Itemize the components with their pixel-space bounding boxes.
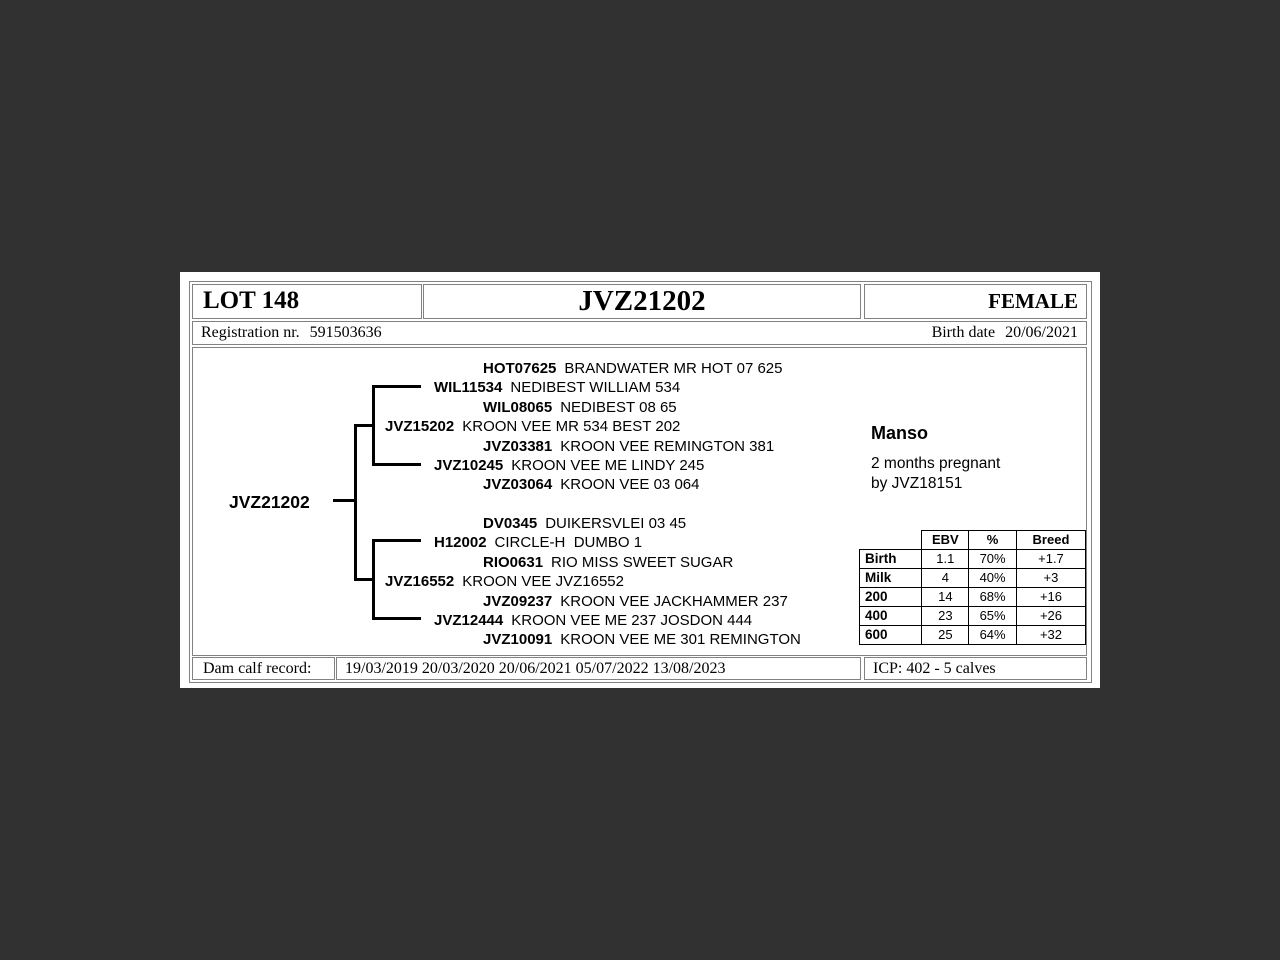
animal-id: WIL11534 bbox=[434, 379, 503, 396]
breed-avg-value: +32 bbox=[1016, 626, 1085, 645]
ebv-value: 23 bbox=[922, 607, 969, 626]
pedigree-row bbox=[483, 630, 801, 649]
pregnancy-sire: by JVZ18151 bbox=[871, 475, 963, 492]
animal-name: KROON VEE JVZ16552 bbox=[462, 573, 624, 590]
ebv-header-ebv: EBV bbox=[922, 531, 969, 550]
pedigree-row bbox=[385, 572, 624, 591]
animal-id: JVZ10091 bbox=[483, 631, 553, 648]
ebv-table bbox=[859, 530, 1086, 645]
ebv-header-row bbox=[860, 531, 1086, 550]
animal-name: DUIKERSVLEI 03 45 bbox=[545, 515, 687, 532]
ebv-row bbox=[860, 588, 1086, 607]
pedigree-connector-line bbox=[372, 617, 421, 620]
animal-name: KROON VEE ME 237 JOSDON 444 bbox=[511, 612, 753, 629]
breed-avg-value: +26 bbox=[1016, 607, 1085, 626]
ebv-row bbox=[860, 550, 1086, 569]
breed-name: Manso bbox=[871, 423, 929, 443]
breed-avg-value: +16 bbox=[1016, 588, 1085, 607]
animal-name: CIRCLE-H DUMBO 1 bbox=[494, 534, 643, 551]
pedigree-row bbox=[434, 456, 704, 475]
pedigree-connector-line bbox=[372, 385, 375, 466]
registration-number bbox=[201, 322, 382, 344]
pedigree-connector-line bbox=[372, 385, 421, 388]
ebv-value: 4 bbox=[922, 569, 969, 588]
animal-id: DV0345 bbox=[483, 515, 538, 532]
ebv-header-pct: % bbox=[969, 531, 1017, 550]
pedigree-row bbox=[483, 592, 788, 611]
lot-card bbox=[180, 272, 1100, 688]
animal-name: NEDIBEST 08 65 bbox=[560, 399, 677, 416]
pedigree-connector-line bbox=[354, 424, 357, 581]
animal-id: JVZ15202 bbox=[385, 418, 455, 435]
pedigree-row bbox=[434, 378, 680, 397]
animal-id: HOT07625 bbox=[483, 360, 557, 377]
ebv-value: 14 bbox=[922, 588, 969, 607]
ebv-row-label: 200 bbox=[860, 588, 922, 607]
pedigree-connector-line bbox=[372, 539, 421, 542]
animal-name: NEDIBEST WILLIAM 534 bbox=[510, 379, 681, 396]
pregnancy-status bbox=[871, 454, 1000, 494]
animal-id: JVZ16552 bbox=[385, 573, 455, 590]
animal-id: WIL08065 bbox=[483, 399, 553, 416]
pregnancy-line1: 2 months pregnant bbox=[871, 455, 1001, 472]
accuracy-value: 40% bbox=[969, 569, 1017, 588]
animal-id: JVZ12444 bbox=[434, 612, 504, 629]
pedigree-row bbox=[483, 437, 774, 456]
birth-date-label: Birth date bbox=[931, 324, 996, 341]
pedigree-row bbox=[385, 417, 680, 436]
dam-calf-record-dates: 19/03/2019 20/03/2020 20/06/2021 05/07/2022 13/08/2023 bbox=[336, 657, 861, 680]
animal-name: KROON VEE ME LINDY 245 bbox=[511, 457, 705, 474]
animal-name: KROON VEE MR 534 BEST 202 bbox=[462, 418, 681, 435]
ebv-row-label: Birth bbox=[860, 550, 922, 569]
animal-name: RIO MISS SWEET SUGAR bbox=[551, 554, 734, 571]
animal-name: KROON VEE REMINGTON 381 bbox=[560, 438, 775, 455]
ebv-row-label: Milk bbox=[860, 569, 922, 588]
pedigree-row bbox=[434, 611, 752, 630]
ebv-row bbox=[860, 569, 1086, 588]
card-frame bbox=[189, 281, 1092, 683]
pedigree-connector-line bbox=[333, 499, 355, 502]
registration-row bbox=[192, 321, 1087, 345]
animal-name: BRANDWATER MR HOT 07 625 bbox=[564, 360, 783, 377]
breed-avg-value: +3 bbox=[1016, 569, 1085, 588]
accuracy-value: 64% bbox=[969, 626, 1017, 645]
accuracy-value: 68% bbox=[969, 588, 1017, 607]
ebv-row-label: 400 bbox=[860, 607, 922, 626]
ebv-header-breed: Breed bbox=[1016, 531, 1085, 550]
animal-id: JVZ09237 bbox=[483, 593, 553, 610]
animal-id: JVZ03064 bbox=[483, 476, 553, 493]
pedigree-root-id: JVZ21202 bbox=[229, 492, 310, 512]
sex-label: FEMALE bbox=[864, 284, 1087, 319]
animal-id: JVZ03381 bbox=[483, 438, 553, 455]
dam-calf-record-label: Dam calf record: bbox=[192, 657, 335, 680]
pedigree-row bbox=[483, 398, 677, 417]
accuracy-value: 65% bbox=[969, 607, 1017, 626]
ebv-row bbox=[860, 607, 1086, 626]
pedigree-row bbox=[483, 553, 733, 572]
registration-value: 591503636 bbox=[309, 324, 382, 341]
animal-id: H12002 bbox=[434, 534, 487, 551]
animal-name: KROON VEE 03 064 bbox=[560, 476, 700, 493]
pedigree-row bbox=[434, 533, 642, 552]
ebv-value: 25 bbox=[922, 626, 969, 645]
accuracy-value: 70% bbox=[969, 550, 1017, 569]
pedigree-row bbox=[483, 475, 699, 494]
pedigree-row bbox=[483, 514, 686, 533]
pedigree-row bbox=[483, 359, 782, 378]
ebv-value: 1.1 bbox=[922, 550, 969, 569]
animal-name: KROON VEE JACKHAMMER 237 bbox=[560, 593, 788, 610]
pedigree-connector-line bbox=[372, 539, 375, 620]
pedigree-connector-line bbox=[372, 463, 421, 466]
ebv-row-label: 600 bbox=[860, 626, 922, 645]
registration-label: Registration nr. bbox=[201, 324, 300, 341]
icp-value: ICP: 402 - 5 calves bbox=[864, 657, 1087, 680]
birth-date bbox=[932, 322, 1078, 344]
animal-id-title: JVZ21202 bbox=[423, 284, 861, 319]
lot-number: LOT 148 bbox=[192, 284, 422, 319]
animal-id: RIO0631 bbox=[483, 554, 544, 571]
ebv-row bbox=[860, 626, 1086, 645]
animal-name: KROON VEE ME 301 REMINGTON bbox=[560, 631, 801, 648]
animal-id: JVZ10245 bbox=[434, 457, 504, 474]
breed-avg-value: +1.7 bbox=[1016, 550, 1085, 569]
birth-date-value: 20/06/2021 bbox=[1005, 324, 1078, 341]
ebv-header-blank bbox=[860, 531, 922, 550]
pedigree-panel bbox=[192, 347, 1087, 656]
